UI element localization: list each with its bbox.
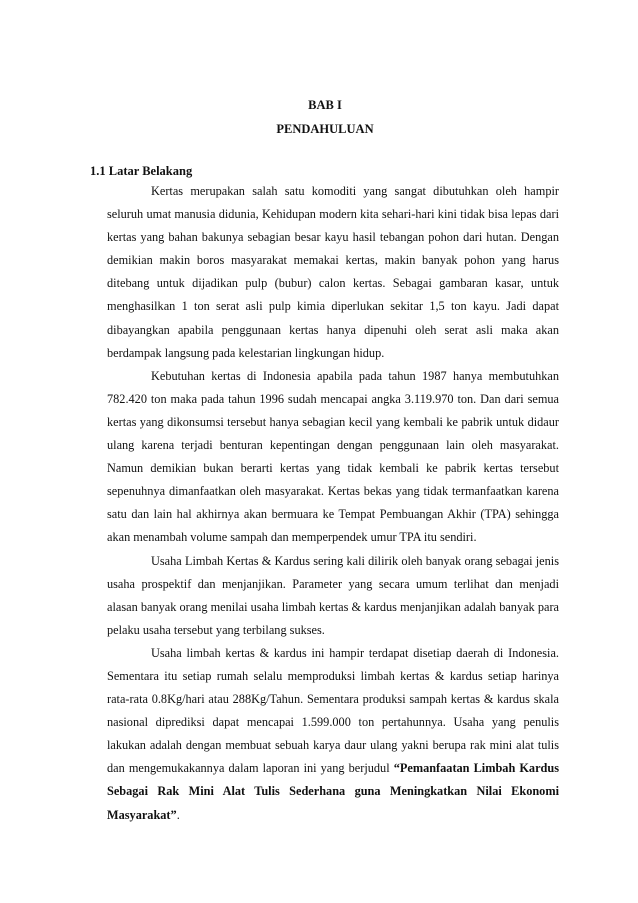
- report-title: “Pemanfaatan Limbah Kardus Sebagai Rak Mini Alat Tulis Sederhana guna Meningkatkan Nilai Ekonomi Masyarakat”: [107, 761, 560, 822]
- paragraph-1: Kertas merupakan salah satu komoditi yang sangat dibutuhkan oleh hampir seluruh umat manusia didunia, Kehidupan modern kita sehari-hari kini tidak bisa lepas dari kertas yang bahan bakunya sebagian besar kayu hasil tebangan pohon dari hutan. Dengan demikian makin boros masyarakat memakai kertas, makin banyak pohon yang harus ditebang untuk dijadikan pulp (bubur) calon kertas. Sebagai gambaran kasar, untuk menghasilkan 1 ton serat asli pulp kimia diperlukan sekitar 1,5 ton kayu. Jadi dapat dibayangkan apabila penggunaan kertas hanya dipenuhi oleh serat asli maka akan berdampak langsung pada kelestarian lingkungan hidup.: [107, 184, 559, 360]
- paragraph-3: Usaha Limbah Kertas & Kardus sering kali dilirik oleh banyak orang sebagai jenis usaha prospektif dan menjanjikan. Parameter yang secara umum terlihat dan menjadi alasan banyak orang menilai usaha limbah kertas & kardus menjanjikan adalah banyak para pelaku usaha tersebut yang terbilang sukses.: [107, 553, 559, 637]
- chapter-title: PENDAHULUAN: [276, 122, 374, 136]
- paragraph-4-end: .: [176, 807, 180, 822]
- chapter-number: BAB I: [308, 98, 342, 112]
- paragraph-2: Kebutuhan kertas di Indonesia apabila pada tahun 1987 hanya membutuhkan 782.420 ton maka pada tahun 1996 sudah mencapai angka 3.119.970 ton. Dan dari semua kertas yang dikonsumsi tersebut hanya sebagian kecil yang kembali ke pabrik untuk didaur ulang karena terjadi benturan kepentingan dengan penggunaan lain oleh masyarakat. Namun demikian bukan berarti kertas yang tidak kembali ke pabrik kertas tersebut sepenuhnya dimanfaatkan oleh masyarakat. Kertas bekas yang tidak termanfaatkan karena satu dan lain hal akhirnya akan bermuara ke Tempat Pembuangan Akhir (TPA) sehingga akan menambah volume sampah dan memperpendek umur TPA itu sendiri.: [107, 368, 559, 545]
- paragraph-4-text: Usaha limbah kertas & kardus ini hampir terdapat disetiap daerah di Indonesia. Sementara itu setiap rumah selalu memproduksi limbah kertas & kardus setiap harinya rata-rata 0.8Kg/hari atau 288Kg/Tahun. Sementara produksi sampah kertas & kardus skala nasional diprediksi dapat mencapai 1.599.000 ton pertahunnya. Usaha yang penulis lakukan adalah dengan membuat sebuah karya daur ulang yakni berupa rak mini alat tulis dan mengemukakannya dalam laporan ini yang berjudul: [107, 645, 559, 776]
- section-heading: 1.1 Latar Belakang: [90, 164, 193, 178]
- body-text: [107, 180, 559, 827]
- paragraph-4: [107, 642, 559, 827]
